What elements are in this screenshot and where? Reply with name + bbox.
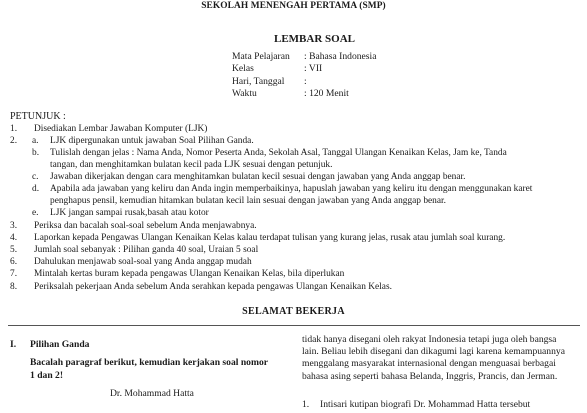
instruction-number: 1. <box>10 124 18 134</box>
question-prompt-line2: 1 dan 2! <box>30 370 64 381</box>
school-name: SEKOLAH MENENGAH PERTAMA (SMP) <box>201 1 386 11</box>
instruction-text: Laporkan kepada Pengawas Ulangan Kenaikan Kelas kalau terdapat tulisan yang kurang jelas, rusak atau jumlah soal kurang. <box>34 233 506 243</box>
instruction-sub-letter: d. <box>32 184 40 194</box>
instruction-sub-letter: b. <box>32 148 40 158</box>
instruction-text: Dahulukan menjawab soal-soal yang Anda anggap mudah <box>34 257 252 267</box>
instruction-sub-letter: e. <box>32 208 39 218</box>
instruction-text: LJK jangan sampai rusak,basah atau kotor <box>50 208 209 218</box>
meta-label: Mata Pelajaran <box>232 51 290 62</box>
meta-row-date <box>232 76 307 87</box>
instruction-sub-letter: c. <box>32 172 39 182</box>
meta-label: Waktu <box>232 88 257 99</box>
instruction-text: Apabila ada jawaban yang keliru dan Anda ingin memperbaikinya, hapuslah jawaban yang keliru itu dengan menggunakan karet <box>50 184 533 194</box>
question-prompt-line1: Bacalah paragraf berikut, kemudian kerjakan soal nomor <box>30 357 268 368</box>
instruction-sub-letter: a. <box>32 136 39 146</box>
instruction-text: Periksa dan bacalah soal-soal sebelum Anda menjawabnya. <box>34 221 257 231</box>
meta-label: Kelas <box>232 63 254 74</box>
meta-row-class <box>232 63 322 74</box>
closing-message: SELAMAT BEKERJA <box>242 306 345 317</box>
meta-value: : VII <box>304 63 323 74</box>
instruction-text: Periksalah pekerjaan Anda sebelum Anda serahkan kepada pengawas Ulangan Kenaikan Kelas. <box>34 282 392 292</box>
section-title: Pilihan Ganda <box>30 339 90 350</box>
passage-line: tidak hanya disegani oleh rakyat Indonesia tetapi juga oleh bangsa <box>302 334 557 345</box>
instruction-number: 8. <box>10 282 18 292</box>
meta-value: : <box>304 76 307 87</box>
question-number: 1. <box>302 399 310 410</box>
section-number: I. <box>10 339 17 350</box>
instruction-number: 6. <box>10 257 18 267</box>
instruction-text: Jawaban dikerjakan dengan cara menghitamkan bulatan kecil sesuai dengan jawaban yang Anda anggap benar. <box>50 172 466 182</box>
meta-row-time <box>232 88 349 99</box>
instruction-number: 5. <box>10 245 18 255</box>
question-item <box>302 399 531 410</box>
meta-label: Hari, Tanggal <box>232 76 285 87</box>
section-divider <box>8 325 580 326</box>
instruction-number: 4. <box>10 233 18 243</box>
sheet-title: LEMBAR SOAL <box>274 33 355 45</box>
passage-title: Dr. Mohammad Hatta <box>110 388 194 399</box>
instruction-number: 2. <box>10 136 18 146</box>
instruction-text: Jumlah soal sebanyak : Pilihan ganda 40 soal, Uraian 5 soal <box>34 245 259 255</box>
passage-line: bahasa asing seperti bahasa Belanda, Inggris, Prancis, dan Jerman. <box>302 371 558 382</box>
instruction-text: penghapus pensil, kemudian hitamkan bulatan kecil lain sesuai dengan jawaban yang Anda anggap benar. <box>50 196 446 206</box>
instruction-text: Disediakan Lembar Jawaban Komputer (LJK) <box>34 124 208 134</box>
passage-line: menggalang masyarakat internasional dengan menguasai berbagai <box>302 358 556 369</box>
section-heading <box>10 339 90 350</box>
instruction-number: 7. <box>10 269 18 279</box>
meta-value: : 120 Menit <box>304 88 349 99</box>
instructions-heading: PETUNJUK : <box>10 111 66 122</box>
instruction-number: 3. <box>10 221 18 231</box>
instruction-text: LJK dipergunakan untuk jawaban Soal Pilihan Ganda. <box>50 136 254 146</box>
question-text: Intisari kutipan biografi Dr. Mohammad Hatta tersebut <box>320 399 531 410</box>
instruction-text: Mintalah kertas buram kepada pengawas Ulangan Kenaikan Kelas, bila diperlukan <box>34 269 345 279</box>
meta-row-subject <box>232 51 376 62</box>
meta-value: : Bahasa Indonesia <box>304 51 377 62</box>
instruction-text: Tulislah dengan jelas : Nama Anda, Nomor Peserta Anda, Sekolah Asal, Tanggal Ulangan Kenaikan Kelas, Jam ke, Tanda <box>50 148 507 158</box>
instruction-text: tangan, dan menghitamkan bulatan kecil pada LJK sesuai dengan petunjuk. <box>50 160 333 170</box>
passage-line: lain. Beliau lebih disegani dan dikagumi lagi karena kemampuannya <box>302 346 565 357</box>
